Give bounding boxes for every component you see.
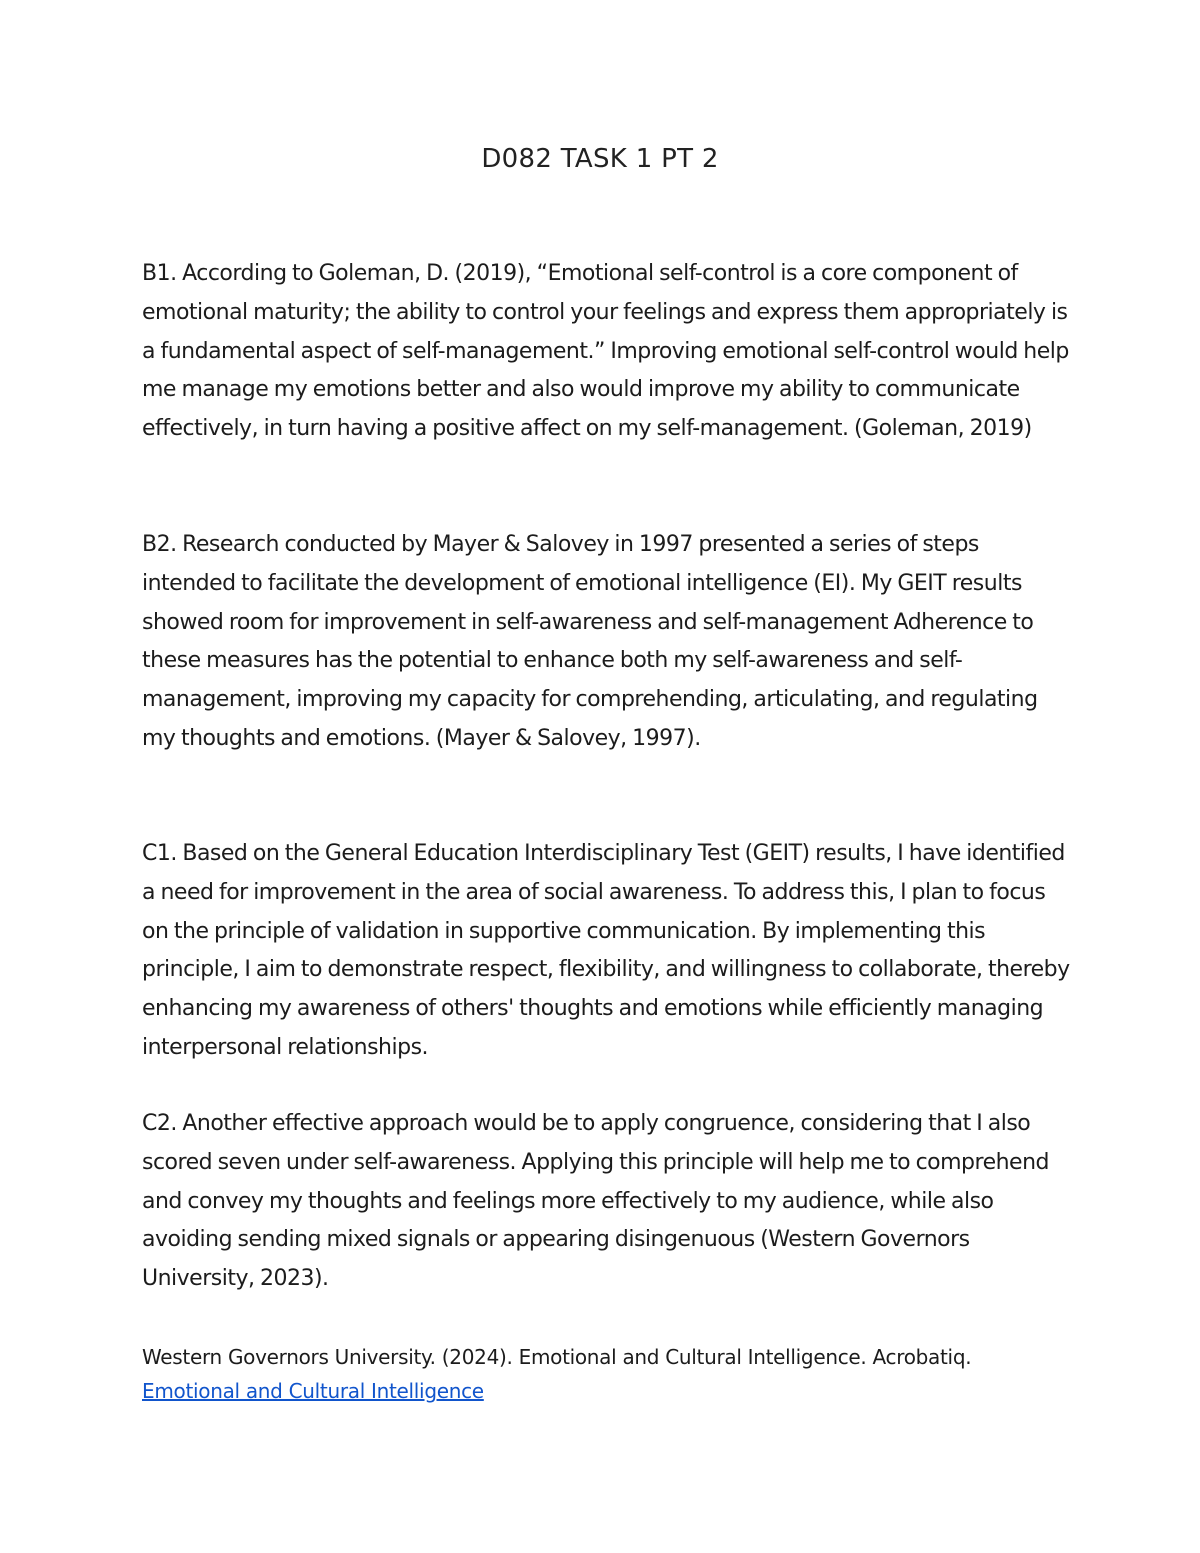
reference-link[interactable]: Emotional and Cultural Intelligence: [142, 1379, 484, 1403]
reference-text: Western Governors University. (2024). Emotional and Cultural Intelligence. Acrobatiq.: [142, 1345, 972, 1369]
document-title: D082 TASK 1 PT 2: [481, 144, 719, 174]
paragraph-c2: C2. Another effective approach would be to apply congruence, considering that I also scored seven under self-awareness. Applying this principle will help me to comprehend and convey my thoughts and feelings more effectively to my audience, while also avoiding sending mixed signals or appearing disingenuous (Western Governors University, 2023).: [142, 1111, 1050, 1292]
paragraph-c1: C1. Based on the General Education Interdisciplinary Test (GEIT) results, I have identified a need for improvement in the area of social awareness. To address this, I plan to focus on the principle of validation in supportive communication. By implementing this principle, I aim to demonstrate respect, flexibility, and willingness to collaborate, thereby enhancing my awareness of others' thoughts and emotions while efficiently managing interpersonal relationships.: [142, 841, 1070, 1060]
reference-entry: [142, 1340, 1072, 1408]
paragraph-b1: B1. According to Goleman, D. (2019), “Emotional self-control is a core component of emotional maturity; the ability to control your feelings and express them appropriately is a fundamental aspect of self-management.” Improving emotional self-control would help me manage my emotions better and also would improve my ability to communicate effectively, in turn having a positive affect on my self-management. (Goleman, 2019): [142, 261, 1069, 442]
paragraph-b2: B2. Research conducted by Mayer & Salovey in 1997 presented a series of steps intended to facilitate the development of emotional intelligence (EI). My GEIT results showed room for improvement in self-awareness and self-management Adherence to these measures has the potential to enhance both my self-awareness and self-management, improving my capacity for comprehending, articulating, and regulating my thoughts and emotions. (Mayer & Salovey, 1997).: [142, 532, 1038, 751]
